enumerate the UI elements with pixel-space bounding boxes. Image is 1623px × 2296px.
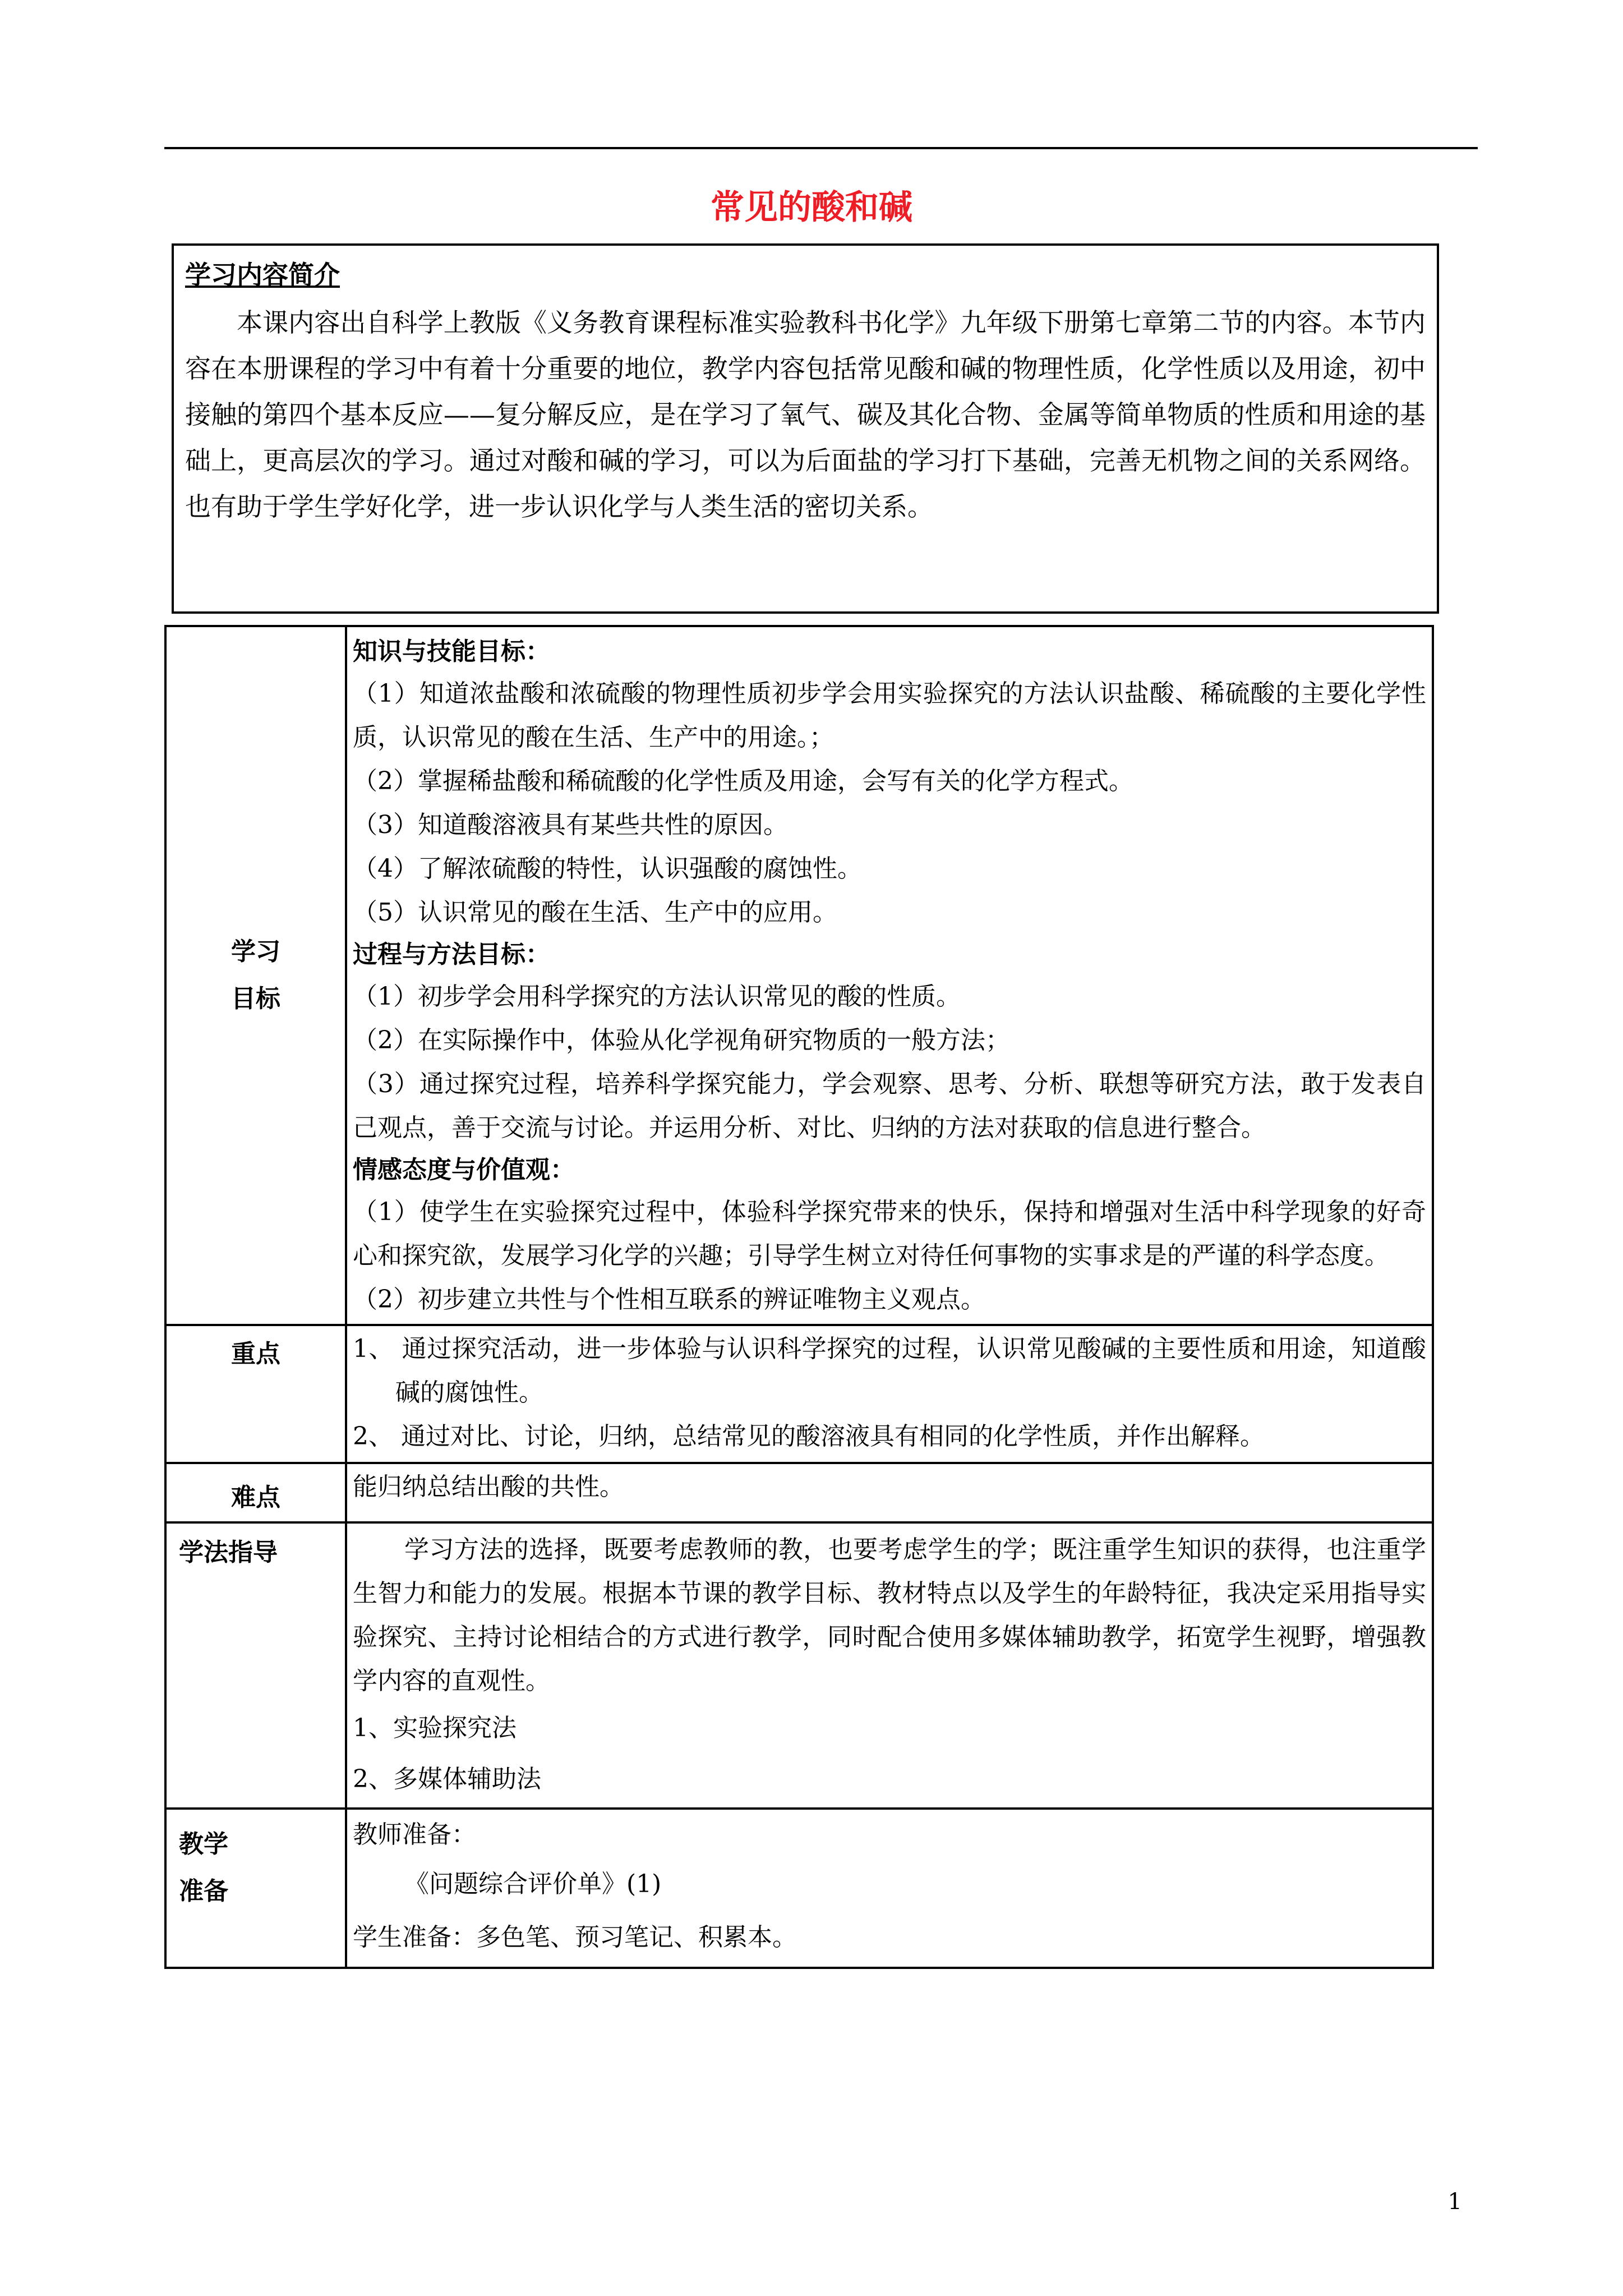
emotion-item: （2）初步建立共性与个性相互联系的辨证唯物主义观点。 — [353, 1285, 985, 1314]
objectives-label-line2: 目标 — [231, 984, 280, 1013]
method-content-cell — [346, 1522, 1433, 1809]
difficulty-label-cell — [165, 1463, 346, 1522]
intro-body: 本课内容出自科学上教版《义务教育课程标准实验教科书化学》九年级下册第七章第二节的内容。本节内容在本册课程的学习中有着十分重要的地位，教学内容包括常见酸和碱的物理性质，化学性质以及用途，初中接触的第四个基本反应——复分解反应，是在学习了氧气、碳及其化合物、金属等简单物质的性质和用途的基础上，更高层次的学习。通过对酸和碱的学习，可以为后面盐的学习打下基础，完善无机物之间的关系网络。也有助于学生学好化学，进一步认识化学与人类生活的密切关系。 — [185, 307, 1426, 522]
intro-box — [172, 243, 1439, 614]
knowledge-heading: 知识与技能目标： — [353, 637, 550, 666]
method-item: 1、实验探究法 — [353, 1714, 517, 1742]
objectives-label-line1: 学习 — [231, 937, 280, 966]
knowledge-item: （1）知道浓盐酸和浓硫酸的物理性质初步学会用实验探究的方法认识盐酸、稀硫酸的主要化学性质，认识常见的酸在生活、生产中的用途。； — [353, 679, 1426, 752]
objectives-row — [165, 626, 1433, 1325]
process-item: （2）在实际操作中，体验从化学视角研究物质的一般方法； — [353, 1026, 1010, 1055]
teacher-prep-heading: 教师准备： — [353, 1820, 476, 1849]
key-point-item: 2、 通过对比、讨论，归纳，总结常见的酸溶液具有相同的化学性质，并作出解释。 — [353, 1422, 1265, 1451]
method-label: 学法指导 — [179, 1538, 278, 1567]
process-item: （1）初步学会用科学探究的方法认识常见的酸的性质。 — [353, 982, 961, 1011]
knowledge-item: （5）认识常见的酸在生活、生产中的应用。 — [353, 898, 837, 927]
page-number: 1 — [1447, 2189, 1462, 2215]
difficulty-label: 难点 — [231, 1483, 280, 1512]
preparation-label-cell — [165, 1809, 346, 1968]
process-item: （3）通过探究过程，培养科学探究能力，学会观察、思考、分析、联想等研究方法，敢于发表自己观点，善于交流与讨论。并运用分析、对比、归纳的方法对获取的信息进行整合。 — [353, 1070, 1426, 1142]
key-points-content-cell — [346, 1325, 1433, 1463]
method-paragraph: 学习方法的选择，既要考虑教师的教，也要考虑学生的学；既注重学生知识的获得，也注重学生智力和能力的发展。根据本节课的教学目标、教材特点以及学生的年龄特征，我决定采用指导实验探究、主持讨论相结合的方式进行教学，同时配合使用多媒体辅助教学，拓宽学生视野，增强教学内容的直观性。 — [353, 1535, 1426, 1695]
key-points-row — [165, 1325, 1433, 1463]
method-label-cell — [165, 1522, 346, 1809]
student-prep: 学生准备：多色笔、预习笔记、积累本。 — [353, 1923, 797, 1952]
lesson-plan-table — [164, 625, 1434, 1969]
difficulty-text: 能归纳总结出酸的共性。 — [353, 1473, 624, 1501]
preparation-label-line2: 准备 — [179, 1877, 228, 1906]
emotion-heading: 情感态度与价值观： — [353, 1156, 575, 1184]
preparation-content-cell — [346, 1809, 1433, 1968]
method-item: 2、多媒体辅助法 — [353, 1765, 541, 1793]
difficulty-content-cell — [346, 1463, 1433, 1522]
key-points-label: 重点 — [231, 1340, 280, 1368]
key-point-item: 1、 通过探究活动，进一步体验与认识科学探究的过程，认识常见酸碱的主要性质和用途，知道酸碱的腐蚀性。 — [353, 1335, 1426, 1407]
intro-heading: 学习内容简介 — [185, 260, 340, 290]
difficulty-row — [165, 1463, 1433, 1522]
method-row — [165, 1522, 1433, 1809]
key-points-label-cell — [165, 1325, 346, 1463]
knowledge-item: （2）掌握稀盐酸和稀硫酸的化学性质及用途，会写有关的化学方程式。 — [353, 767, 1133, 795]
knowledge-item: （3）知道酸溶液具有某些共性的原因。 — [353, 811, 788, 839]
objectives-content-cell — [346, 626, 1433, 1325]
header-rule — [164, 147, 1478, 149]
teacher-prep-item: 《问题综合评价单》(1) — [404, 1870, 662, 1898]
preparation-row — [165, 1809, 1433, 1968]
knowledge-item: （4）了解浓硫酸的特性，认识强酸的腐蚀性。 — [353, 854, 862, 883]
process-heading: 过程与方法目标： — [353, 940, 550, 969]
objectives-label-cell — [165, 626, 346, 1325]
preparation-label-line1: 教学 — [179, 1830, 228, 1858]
page-title: 常见的酸和碱 — [711, 188, 912, 227]
emotion-item: （1）使学生在实验探究过程中，体验科学探究带来的快乐，保持和增强对生活中科学现象的好奇心和探究欲，发展学习化学的兴趣；引导学生树立对待任何事物的实事求是的严谨的科学态度。 — [353, 1198, 1426, 1270]
